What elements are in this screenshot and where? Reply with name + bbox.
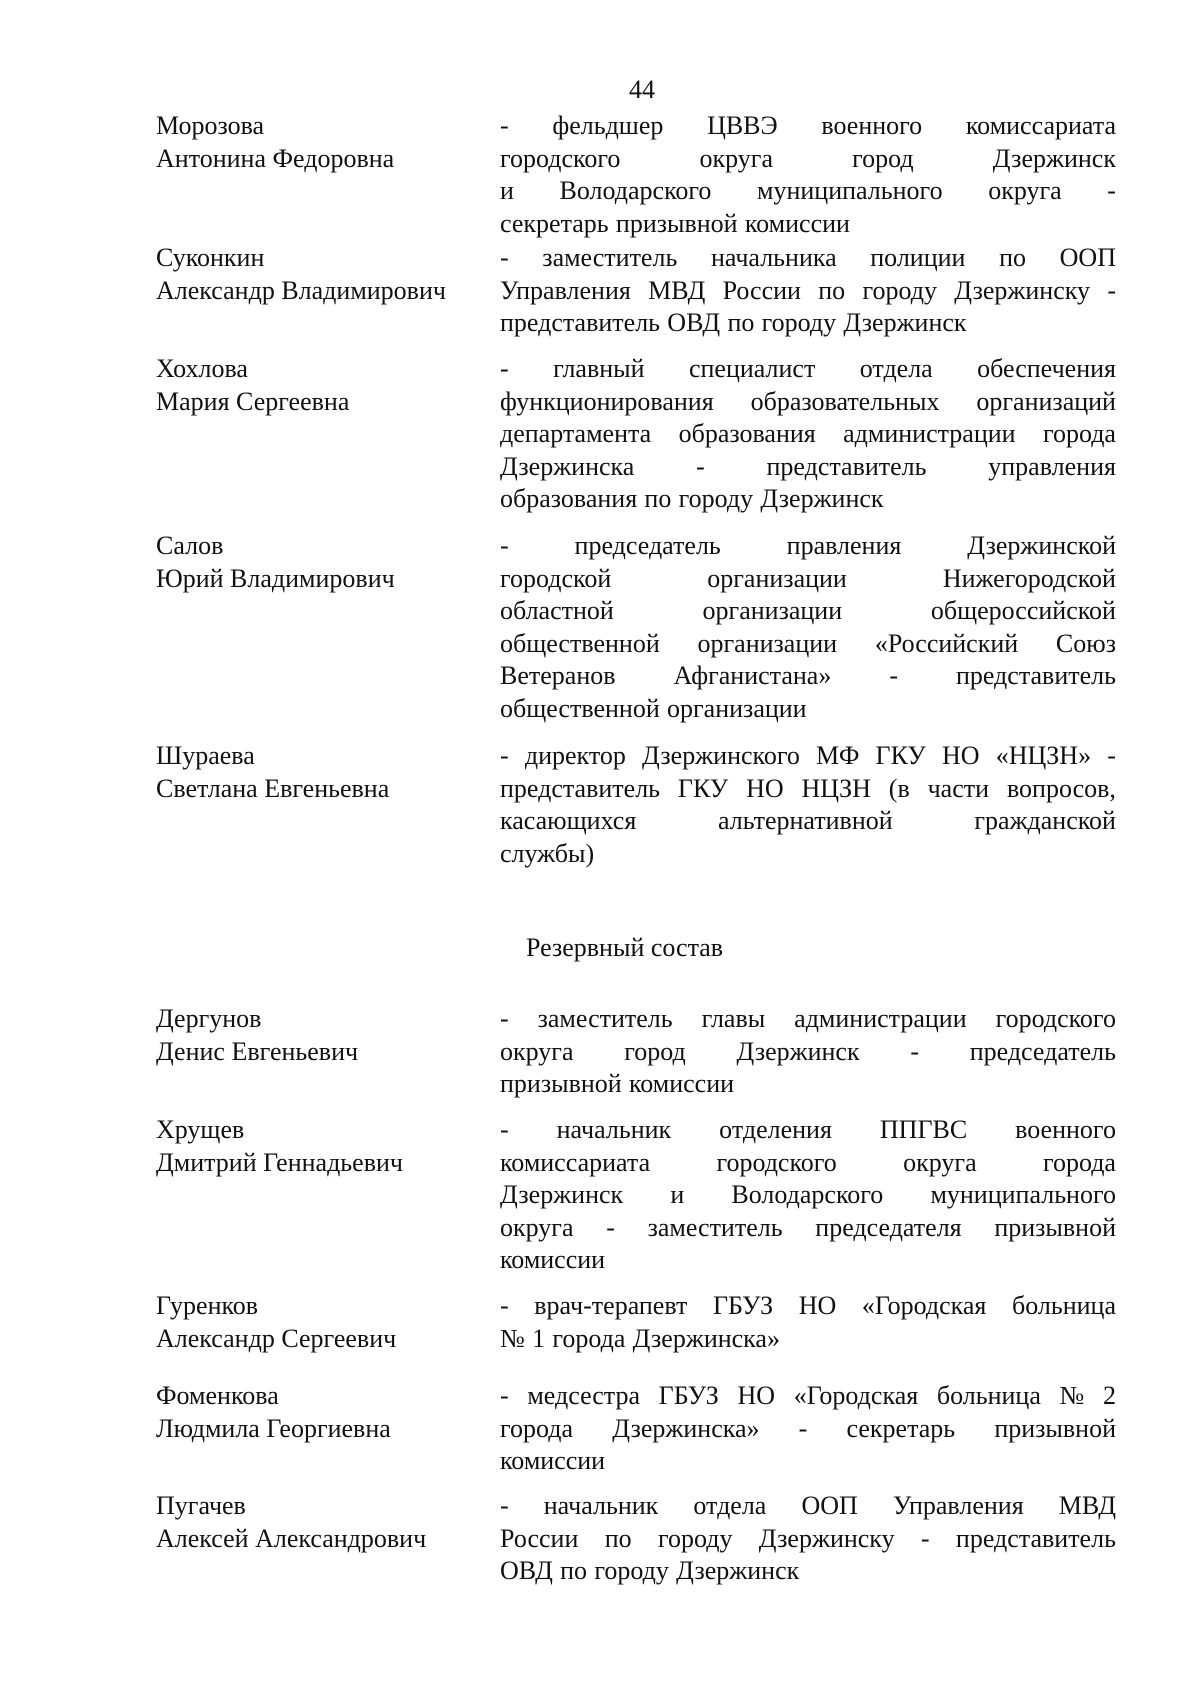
member-surname: Фоменкова (156, 1381, 279, 1410)
position-line: Ветеранов Афганистана» - представитель (500, 661, 1116, 691)
position-line: округа город Дзержинск - председатель (500, 1036, 1116, 1066)
member-position (500, 530, 1116, 726)
reserve-section-heading: Резервный состав (526, 933, 724, 962)
member-surname: Хрущев (156, 1115, 245, 1144)
position-line: комиссии (500, 1446, 606, 1476)
member-given-names: Людмила Георгиевна (156, 1413, 391, 1443)
position-line: и Володарского муниципального округа - (500, 176, 1116, 206)
position-line: областной организации общероссийской (500, 596, 1116, 626)
member-name (156, 242, 486, 307)
position-line: общественной организации (500, 693, 807, 723)
member-given-names: Дмитрий Геннадьевич (156, 1147, 403, 1177)
member-surname: Хохлова (156, 354, 248, 383)
member-position (500, 1114, 1116, 1277)
position-line: № 1 города Дзержинска» (500, 1323, 780, 1353)
position-line: Управления МВД России по городу Дзержинску - (500, 275, 1116, 305)
member-surname: Пугачев (156, 1491, 246, 1520)
member-given-names: Мария Сергеевна (156, 386, 350, 416)
position-line: ОВД по городу Дзержинск (500, 1556, 800, 1586)
position-line: городского округа город Дзержинск (500, 143, 1116, 173)
member-position (500, 1380, 1116, 1478)
position-line: - главный специалист отдела обеспечения (500, 354, 1116, 383)
member-given-names: Юрий Владимирович (156, 563, 395, 593)
position-line: касающихся альтернативной гражданской (500, 806, 1116, 836)
member-given-names: Денис Евгеньевич (156, 1036, 359, 1066)
position-line: комиссии (500, 1245, 606, 1275)
position-line: России по городу Дзержинску - представитель (500, 1523, 1116, 1553)
position-line: комиссариата городского округа города (500, 1147, 1116, 1177)
member-name (156, 1490, 486, 1555)
position-line: департамента образования администрации города (500, 419, 1116, 449)
page-number: 44 (629, 75, 655, 104)
position-line: - заместитель начальника полиции по ООП (500, 243, 1116, 272)
member-given-names: Александр Владимирович (156, 275, 446, 305)
position-line: призывной комиссии (500, 1069, 735, 1099)
position-line: города Дзержинска» - секретарь призывной (500, 1413, 1116, 1443)
position-line: - врач-терапевт ГБУЗ НО «Городская больница (500, 1291, 1116, 1320)
position-line: - директор Дзержинского МФ ГКУ НО «НЦЗН» - (500, 741, 1116, 770)
position-line: городской организации Нижегородской (500, 563, 1116, 593)
member-surname: Гуренков (156, 1291, 259, 1320)
member-given-names: Светлана Евгеньевна (156, 773, 390, 803)
member-surname: Морозова (156, 111, 265, 140)
position-line: Дзержинска - представитель управления (500, 451, 1116, 481)
member-name (156, 740, 486, 805)
position-line: - председатель правления Дзержинской (500, 531, 1116, 560)
position-line: - медсестра ГБУЗ НО «Городская больница № 2 (500, 1381, 1116, 1410)
member-name (156, 110, 486, 175)
member-position (500, 242, 1116, 340)
member-given-names: Антонина Федоровна (156, 143, 395, 173)
member-position (500, 110, 1116, 240)
position-line: Дзержинск и Володарского муниципального (500, 1180, 1116, 1210)
member-name (156, 530, 486, 595)
member-surname: Суконкин (156, 243, 265, 272)
member-given-names: Алексей Александрович (156, 1523, 427, 1553)
member-surname: Шураева (156, 741, 255, 770)
member-name (156, 1380, 486, 1445)
member-position (500, 1290, 1116, 1355)
member-position (500, 353, 1116, 516)
position-line: округа - заместитель председателя призывной (500, 1212, 1116, 1242)
position-line: представитель ГКУ НО НЦЗН (в части вопросов, (500, 773, 1116, 803)
member-position (500, 1003, 1116, 1101)
member-position (500, 1490, 1116, 1588)
position-line: секретарь призывной комиссии (500, 208, 850, 238)
position-line: образования по городу Дзержинск (500, 484, 884, 514)
member-surname: Салов (156, 531, 224, 560)
member-given-names: Александр Сергеевич (156, 1323, 397, 1353)
position-line: - заместитель главы администрации городского (500, 1004, 1116, 1033)
position-line: - начальник отдела ООП Управления МВД (500, 1491, 1116, 1520)
member-name (156, 1114, 486, 1179)
position-line: службы) (500, 838, 595, 868)
position-line: - начальник отделения ППГВС военного (500, 1115, 1116, 1144)
member-surname: Дергунов (156, 1004, 262, 1033)
member-name (156, 1003, 486, 1068)
position-line: представитель ОВД по городу Дзержинск (500, 308, 967, 338)
member-name (156, 353, 486, 418)
member-name (156, 1290, 486, 1355)
position-line: общественной организации «Российский Союз (500, 628, 1116, 658)
position-line: функционирования образовательных организаций (500, 386, 1116, 416)
member-position (500, 740, 1116, 870)
position-line: - фельдшер ЦВВЭ военного комиссариата (500, 111, 1116, 140)
